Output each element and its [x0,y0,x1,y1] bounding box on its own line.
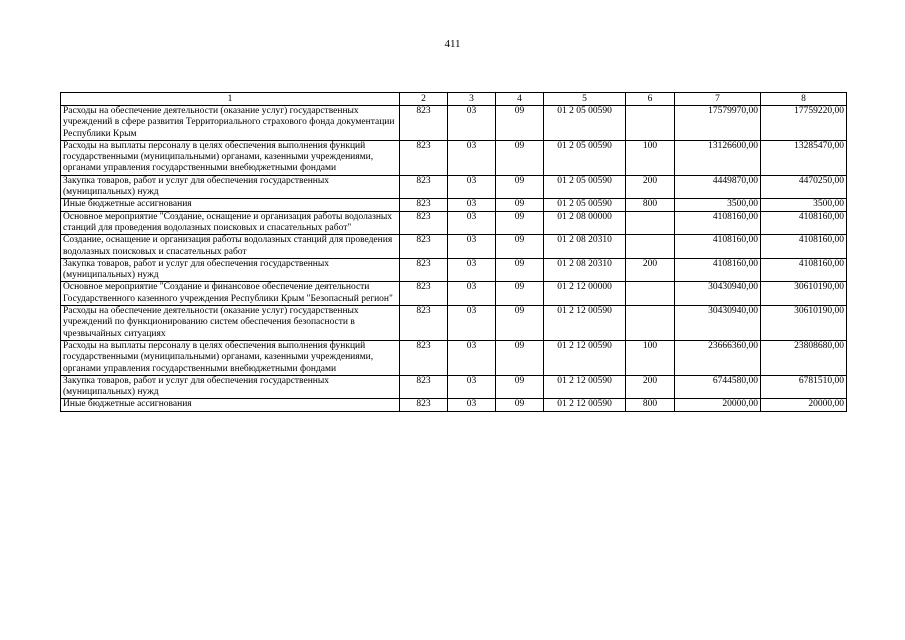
subsection-code-cell: 09 [496,399,544,411]
table-row [61,282,847,306]
amount-year2-cell: 4108160,00 [761,258,847,282]
budget-table [60,92,847,412]
expense-name-cell: Основное мероприятие "Создание, оснащение и организация работы водолазных станций для проведения водолазных поисковых и спасательных работ" [61,211,400,235]
expense-type-cell [626,282,675,306]
target-article-cell: 01 2 08 20310 [544,258,626,282]
amount-year1-cell: 23666360,00 [675,340,761,375]
expense-type-cell: 800 [626,399,675,411]
target-article-cell: 01 2 05 00590 [544,175,626,199]
section-code-cell: 03 [448,140,496,175]
target-article-cell: 01 2 12 00590 [544,306,626,341]
amount-year1-cell: 3500,00 [675,199,761,211]
table-row [61,258,847,282]
header-cell: 5 [544,93,626,106]
target-article-cell: 01 2 12 00590 [544,340,626,375]
expense-type-cell: 200 [626,175,675,199]
section-code-cell: 03 [448,399,496,411]
ministry-code-cell: 823 [400,306,448,341]
expense-type-cell: 100 [626,340,675,375]
table-row [61,399,847,411]
table-row [61,375,847,399]
expense-name-cell: Закупка товаров, работ и услуг для обеспечения государственных (муниципальных) нужд [61,375,400,399]
subsection-code-cell: 09 [496,235,544,259]
page-number: 411 [444,38,461,50]
amount-year1-cell: 6744580,00 [675,375,761,399]
target-article-cell: 01 2 12 00590 [544,375,626,399]
header-cell: 6 [626,93,675,106]
ministry-code-cell: 823 [400,399,448,411]
ministry-code-cell: 823 [400,375,448,399]
header-cell: 4 [496,93,544,106]
target-article-cell: 01 2 05 00590 [544,199,626,211]
table-row [61,235,847,259]
expense-name-cell: Закупка товаров, работ и услуг для обеспечения государственных (муниципальных) нужд [61,258,400,282]
amount-year1-cell: 4108160,00 [675,258,761,282]
amount-year1-cell: 4449870,00 [675,175,761,199]
expense-name-cell: Расходы на выплаты персоналу в целях обеспечения выполнения функций государственными (муниципальными) органами, казенными учреждениями, органами управления государственными внебюджетными фондами [61,140,400,175]
expense-name-cell: Иные бюджетные ассигнования [61,199,400,211]
amount-year1-cell: 30430940,00 [675,306,761,341]
table-row [61,199,847,211]
amount-year2-cell: 4470250,00 [761,175,847,199]
subsection-code-cell: 09 [496,375,544,399]
section-code-cell: 03 [448,235,496,259]
subsection-code-cell: 09 [496,175,544,199]
header-cell: 7 [675,93,761,106]
subsection-code-cell: 09 [496,340,544,375]
ministry-code-cell: 823 [400,140,448,175]
header-cell: 8 [761,93,847,106]
section-code-cell: 03 [448,211,496,235]
expense-name-cell: Расходы на обеспечение деятельности (оказание услуг) государственных учреждений по функционированию систем обеспечения безопасности в чрезвычайных ситуациях [61,306,400,341]
subsection-code-cell: 09 [496,306,544,341]
table-row [61,140,847,175]
amount-year2-cell: 3500,00 [761,199,847,211]
ministry-code-cell: 823 [400,282,448,306]
ministry-code-cell: 823 [400,106,448,141]
header-cell: 3 [448,93,496,106]
target-article-cell: 01 2 08 00000 [544,211,626,235]
amount-year1-cell: 20000,00 [675,399,761,411]
section-code-cell: 03 [448,340,496,375]
target-article-cell: 01 2 12 00590 [544,399,626,411]
amount-year2-cell: 30610190,00 [761,306,847,341]
section-code-cell: 03 [448,199,496,211]
expense-type-cell [626,306,675,341]
amount-year2-cell: 20000,00 [761,399,847,411]
section-code-cell: 03 [448,375,496,399]
section-code-cell: 03 [448,306,496,341]
table-row [61,306,847,341]
ministry-code-cell: 823 [400,340,448,375]
ministry-code-cell: 823 [400,258,448,282]
amount-year2-cell: 6781510,00 [761,375,847,399]
subsection-code-cell: 09 [496,140,544,175]
amount-year1-cell: 4108160,00 [675,235,761,259]
table-row [61,340,847,375]
expense-type-cell: 200 [626,258,675,282]
subsection-code-cell: 09 [496,106,544,141]
subsection-code-cell: 09 [496,258,544,282]
amount-year2-cell: 13285470,00 [761,140,847,175]
ministry-code-cell: 823 [400,211,448,235]
target-article-cell: 01 2 08 20310 [544,235,626,259]
section-code-cell: 03 [448,282,496,306]
amount-year1-cell: 13126600,00 [675,140,761,175]
ministry-code-cell: 823 [400,235,448,259]
expense-type-cell [626,211,675,235]
expense-name-cell: Расходы на выплаты персоналу в целях обеспечения выполнения функций государственными (муниципальными) органами, казенными учреждениями, органами управления государственными внебюджетными фондами [61,340,400,375]
section-code-cell: 03 [448,175,496,199]
section-code-cell: 03 [448,106,496,141]
expense-type-cell: 800 [626,199,675,211]
amount-year2-cell: 17759220,00 [761,106,847,141]
table-row [61,211,847,235]
amount-year2-cell: 23808680,00 [761,340,847,375]
ministry-code-cell: 823 [400,199,448,211]
expense-name-cell: Иные бюджетные ассигнования [61,399,400,411]
table-row [61,106,847,141]
section-code-cell: 03 [448,258,496,282]
amount-year1-cell: 30430940,00 [675,282,761,306]
target-article-cell: 01 2 12 00000 [544,282,626,306]
expense-name-cell: Расходы на обеспечение деятельности (оказание услуг) государственных учреждений в сфере развития Территориального страхового фонда документации Республики Крым [61,106,400,141]
target-article-cell: 01 2 05 00590 [544,140,626,175]
table-row [61,175,847,199]
subsection-code-cell: 09 [496,199,544,211]
amount-year1-cell: 4108160,00 [675,211,761,235]
header-cell: 2 [400,93,448,106]
expense-name-cell: Основное мероприятие "Создание и финансовое обеспечение деятельности Государственного казенного учреждения Республики Крым "Безопасный регион" [61,282,400,306]
expense-name-cell: Создание, оснащение и организация работы водолазных станций для проведения водолазных поисковых и спасательных работ [61,235,400,259]
subsection-code-cell: 09 [496,211,544,235]
amount-year1-cell: 17579970,00 [675,106,761,141]
amount-year2-cell: 4108160,00 [761,235,847,259]
subsection-code-cell: 09 [496,282,544,306]
expense-type-cell: 200 [626,375,675,399]
header-cell: 1 [61,93,400,106]
expense-type-cell [626,235,675,259]
amount-year2-cell: 30610190,00 [761,282,847,306]
expense-type-cell: 100 [626,140,675,175]
expense-name-cell: Закупка товаров, работ и услуг для обеспечения государственных (муниципальных) нужд [61,175,400,199]
expense-type-cell [626,106,675,141]
target-article-cell: 01 2 05 00590 [544,106,626,141]
amount-year2-cell: 4108160,00 [761,211,847,235]
ministry-code-cell: 823 [400,175,448,199]
table-header-row [61,93,847,106]
